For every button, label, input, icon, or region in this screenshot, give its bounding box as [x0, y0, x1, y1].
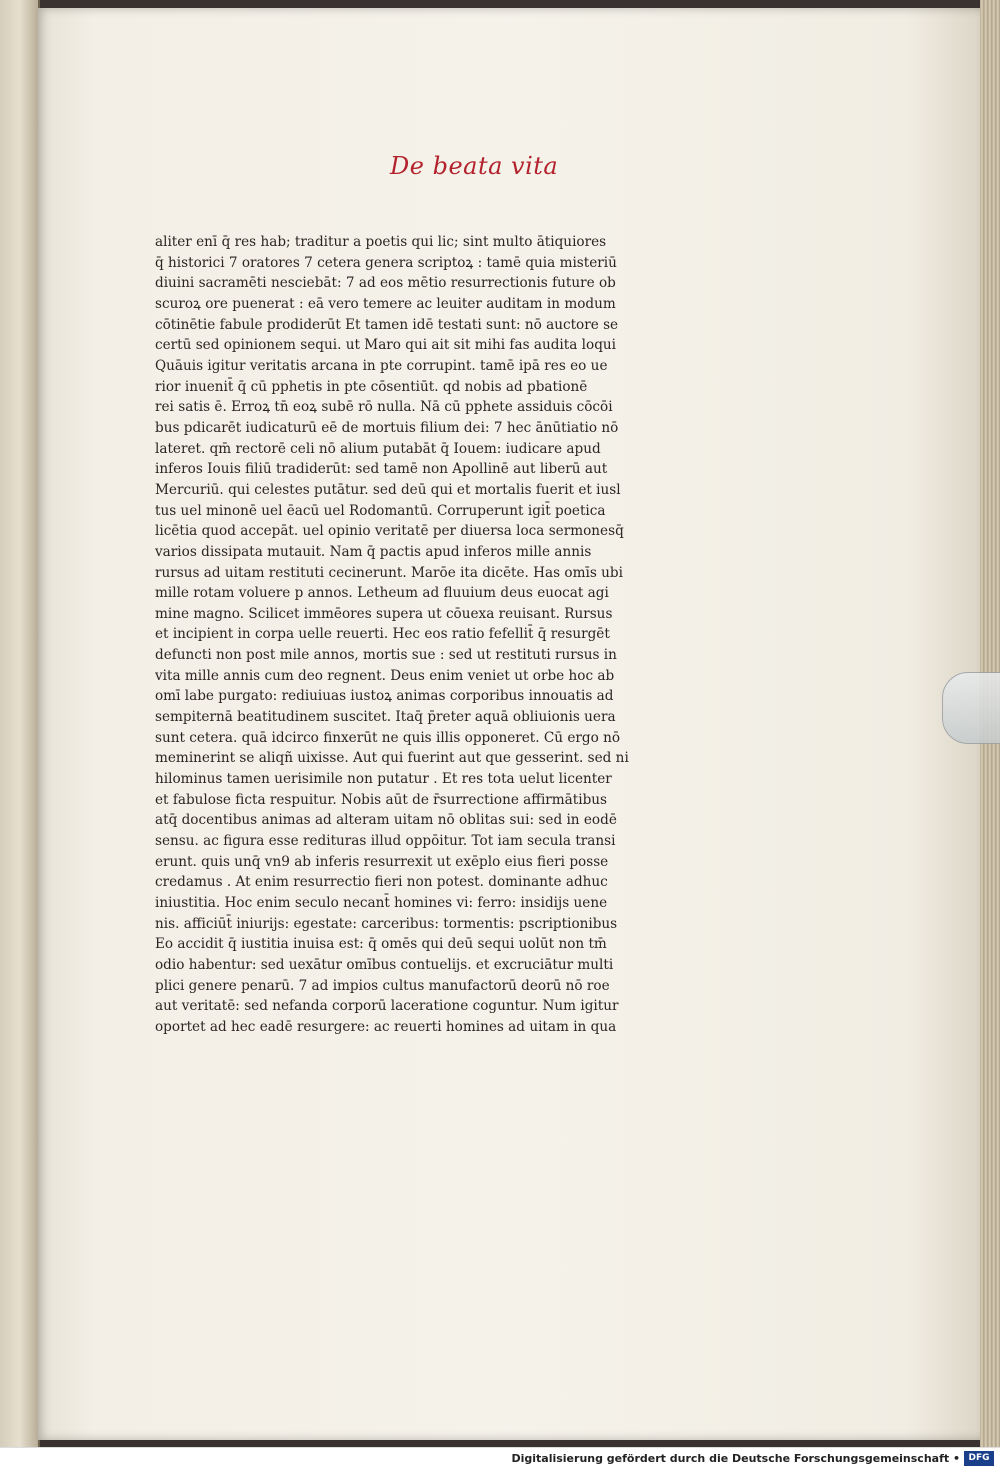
text-line: defuncti non post mile annos, mortis sue : sed ut restituti rursus in	[155, 647, 617, 664]
text-line: erunt. quis unq̄ vn9 ab inferis resurrexit ut exēplo eius fieri posse	[155, 853, 609, 870]
text-line: mille rotam voluere p annos. Letheum ad fluuium deus euocat agi	[155, 585, 609, 602]
text-line: inferos Iouis filiū tradiderūt: sed tamē non Apollinē aut liberū aut	[155, 461, 608, 478]
text-line: aliter enī q̄ res hab; traditur a poetis qui lic; sint multo ātiquiores	[155, 234, 607, 250]
clip-tab	[942, 672, 1000, 744]
text-line: rior inuenit̄ q̄ cū pphetis in pte cōsentiūt. qd nobis ad pbationē	[155, 378, 588, 395]
text-line: nis. afficiūt̄ iniurijs: egestate: carceribus: tormentis: pscriptionibus	[155, 915, 618, 932]
text-line: et incipient in corpa uelle reuerti. Hec eos ratio fefellit̄ q̄ resurgēt	[155, 626, 610, 643]
text-line: hilominus tamen uerisimile non putatur . Et res tota uelut licenter	[155, 771, 612, 788]
text-line: Mercuriū. qui celestes putātur. sed deū qui et mortalis fuerit et iusl	[155, 481, 621, 498]
text-line: oportet ad hec eadē resurgere: ac reuerti homines ad uitam in qua	[155, 1018, 617, 1035]
text-line: sunt cetera. quā idcirco finxerūt ne quis illis opponeret. Cū ergo nō	[155, 729, 621, 746]
text-line: et fabulose ficta respuitur. Nobis aūt de r̄surrectione affirmātibus	[155, 791, 608, 808]
text-line: vita mille annis cum deo regnent. Deus enim veniet ut orbe hoc ab	[155, 667, 615, 684]
text-line: Eo accidit q̄ iustitia inuisa est: q̄ omēs qui deū sequi uolūt non tm̄	[155, 936, 607, 953]
text-line: odio habentur: sed uexātur omībus contuelijs. et excruciātur multi	[155, 956, 614, 973]
text-line: aut veritatē: sed nefanda corporū laceratione coguntur. Num igitur	[155, 998, 619, 1015]
text-line: iniustitia. Hoc enim seculo necant̄ homines vi: ferro: insidijs uene	[155, 895, 608, 911]
text-line: atq̄ docentibus animas ad alteram uitam nō oblitas sui: sed in eodē	[155, 812, 617, 829]
text-line: omī labe purgato: rediuiuas iustoꝝ animas corporibus innouatis ad	[155, 688, 614, 705]
body-text	[155, 232, 685, 1038]
dfg-logo: DFG	[964, 1451, 994, 1466]
text-line: rursus ad uitam restituti cecinerunt. Marōe ita dicēte. Has omīs ubi	[155, 564, 623, 581]
text-line: Quāuis igitur veritatis arcana in pte corrupint. tamē ipā res eo ue	[155, 357, 608, 374]
text-line: rei satis ē. Erroꝝ tn̄ eoꝝ subē rō nulla. Nā cū pphete assiduis cōcōi	[155, 399, 613, 416]
footer-credit: Digitalisierung gefördert durch die Deutsche Forschungsgemeinschaft •	[511, 1452, 960, 1465]
text-line: meminerint se aliqñ uixisse. Aut qui fuerint aut que gesserint. sed ni	[155, 750, 629, 767]
text-line: sempiternā beatitudinem suscitet. Itaq̄ p̄reter aquā obliuionis uera	[155, 709, 616, 726]
text-line: plici genere penarū. 7 ad impios cultus manufactorū deorū nō roe	[155, 977, 610, 994]
page-header: De beata vita	[390, 152, 559, 180]
text-line: certū sed opinionem sequi. ut Maro qui ait sit mihi fas audita loqui	[155, 337, 616, 354]
text-line: mine magno. Scilicet immēores supera ut cōuexa reuisant. Rursus	[155, 605, 613, 622]
text-line: cōtinētie fabule prodiderūt Et tamen idē testati sunt: nō auctore se	[155, 316, 619, 333]
text-line: credamus . At enim resurrectio fieri non potest. dominante adhuc	[155, 874, 608, 891]
left-page-edge	[0, 0, 40, 1447]
text-line: diuini sacramēti nesciebāt: 7 ad eos mētio resurrectionis future ob	[155, 275, 616, 292]
text-line: bus pdicarēt iudicaturū eē de mortuis filium dei: 7 hec ānūtiatio nō	[155, 419, 619, 436]
footer-bar	[0, 1447, 1000, 1470]
text-line: tus uel minonē uel ēacū uel Rodomantū. Corruperunt igit̄ poetica	[155, 502, 606, 519]
text-line: licētia quod accepāt. uel opinio veritatē per diuersa loca sermonesq̄	[155, 523, 624, 540]
text-line: lateret. qm̄ rectorē celi nō alium putabāt q̄ Iouem: iudicare apud	[155, 440, 601, 457]
text-line: scuroꝝ ore puenerat : eā vero temere ac leuiter auditam in modum	[155, 295, 616, 312]
text-line: varios dissipata mutauit. Nam q̄ pactis apud inferos mille annis	[155, 543, 592, 560]
text-line: q̄ historici 7 oratores 7 cetera genera scriptoꝝ : tamē quia misteriū	[155, 254, 617, 271]
text-line: sensu. ac figura esse redituras illud oppōitur. Tot iam secula transi	[155, 833, 616, 850]
